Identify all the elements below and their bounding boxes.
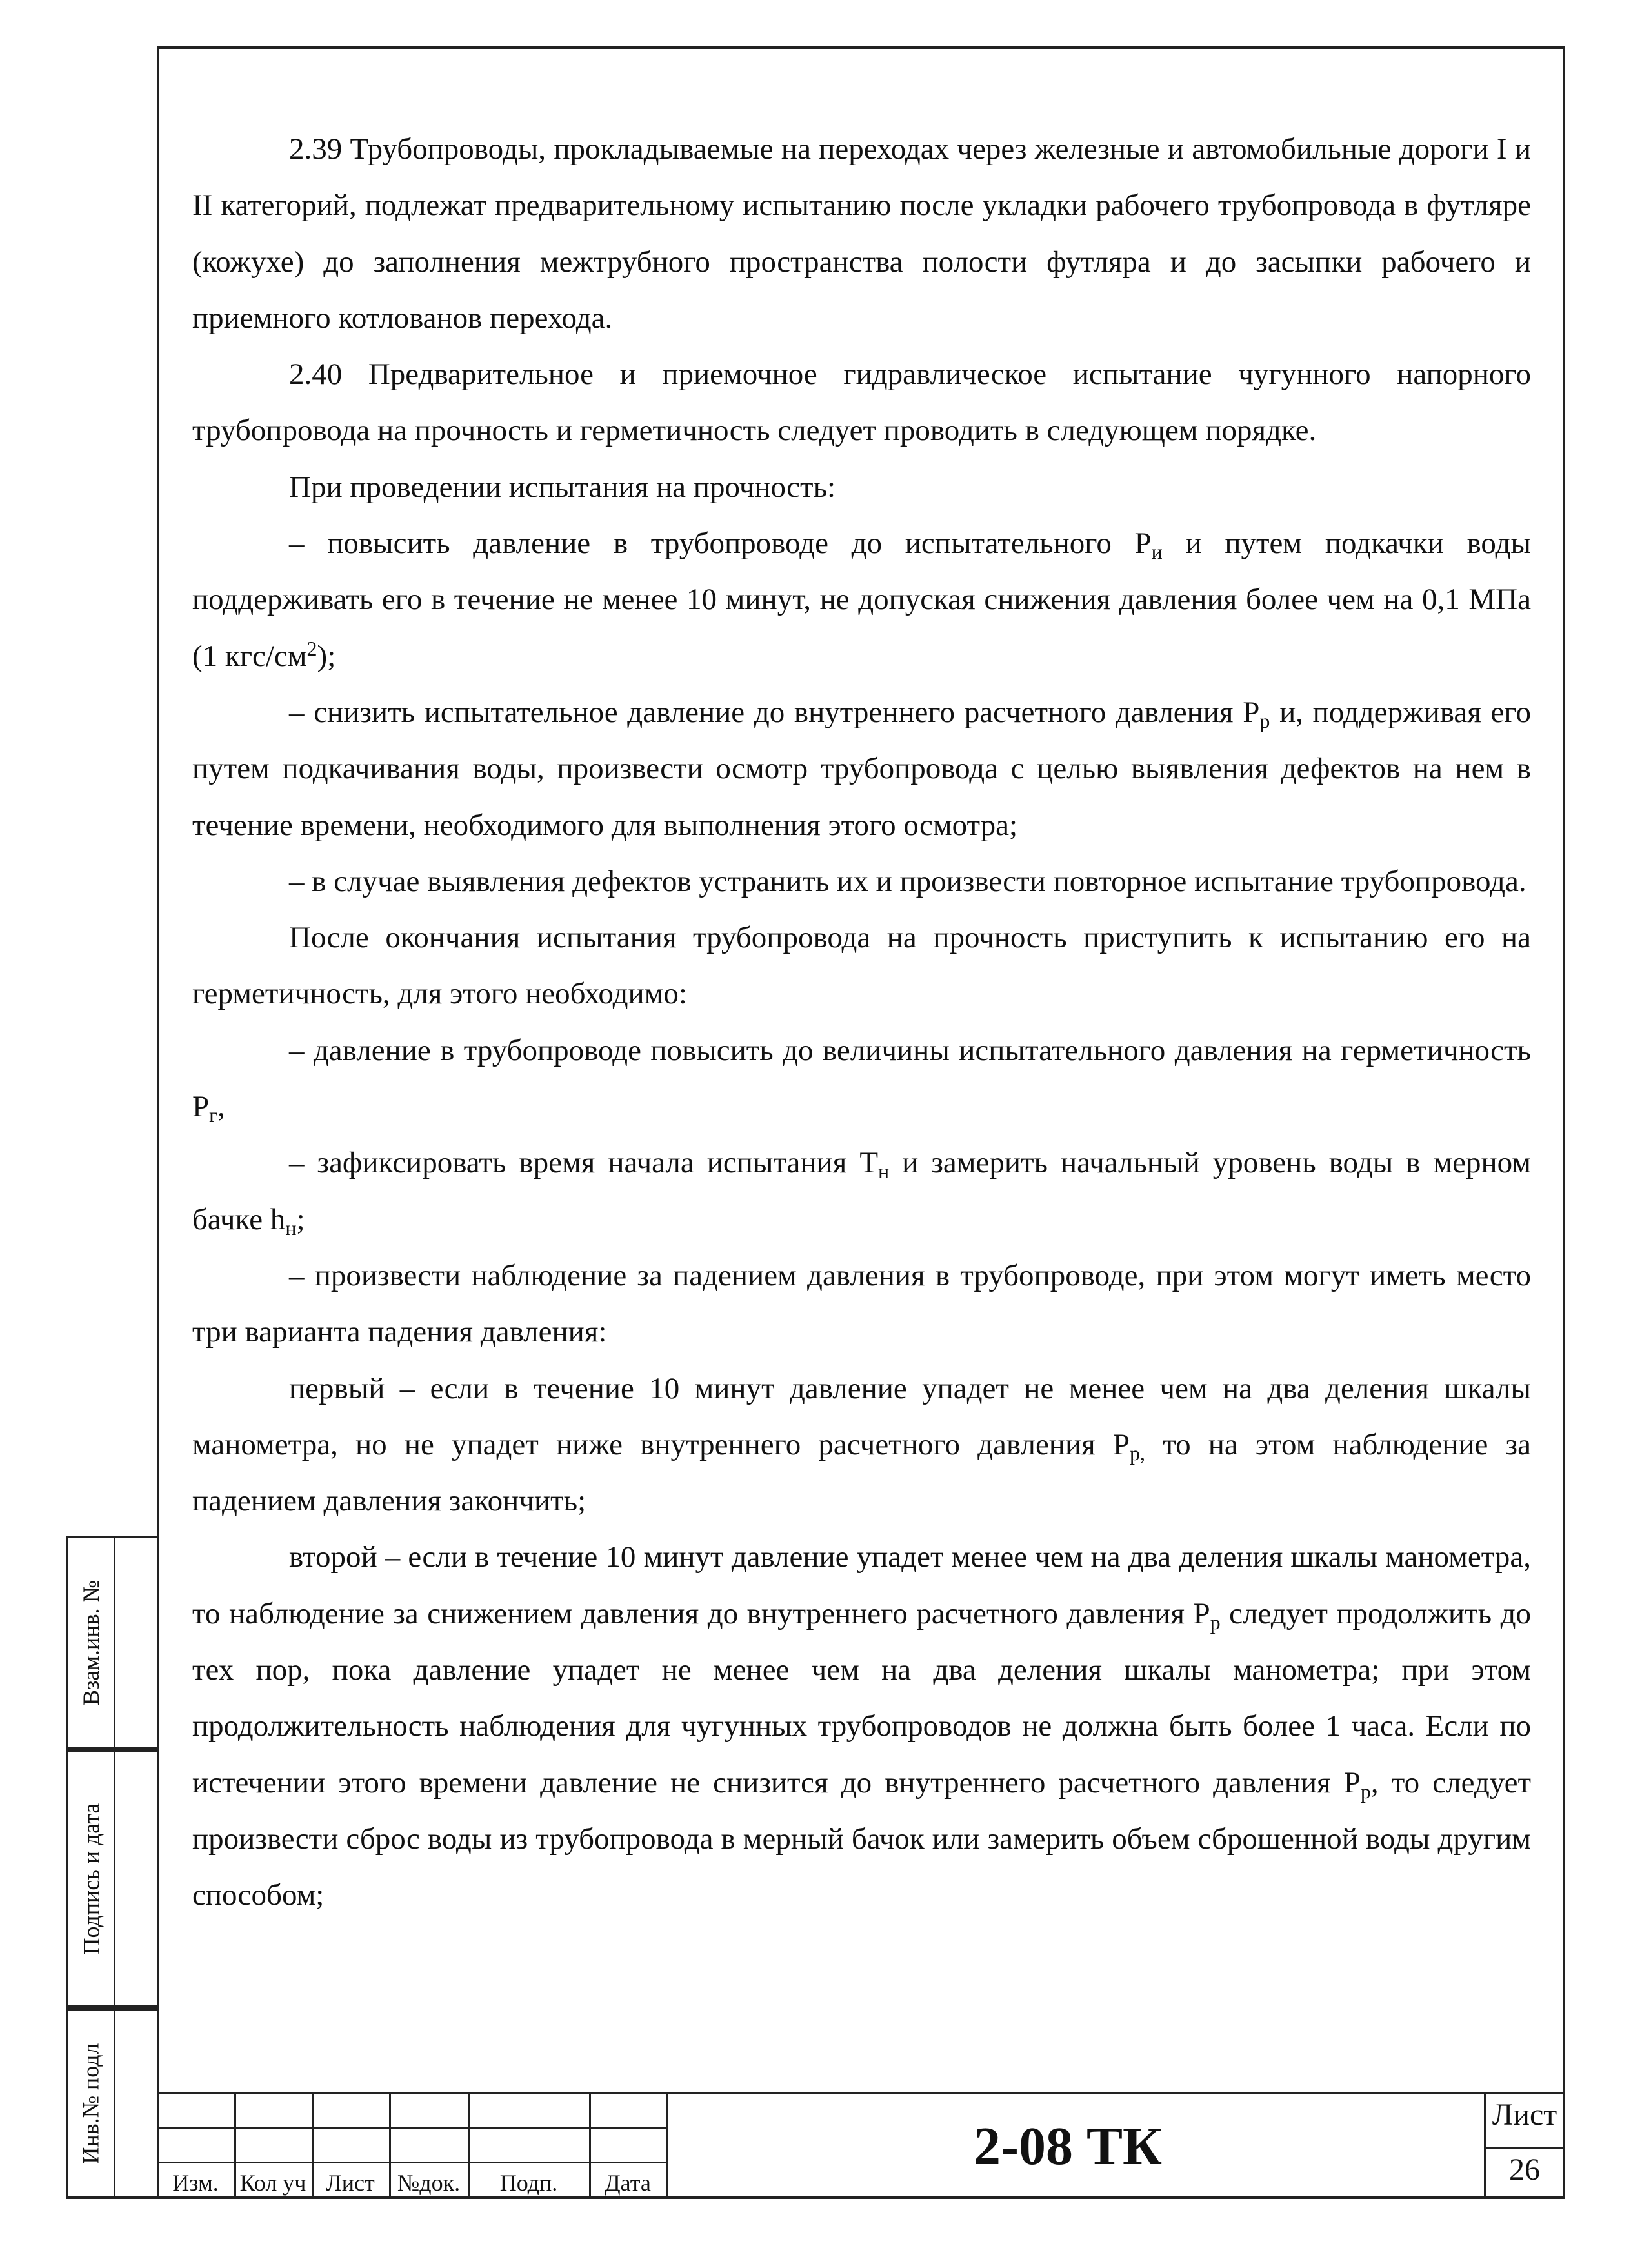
document-code: 2-08 ТК (974, 2116, 1162, 2176)
strength-test-intro: При проведении испытания на прочность: (289, 470, 836, 504)
tightness-step-2: – зафиксировать время начала испытания $Т_н$ и замерить начальный уровень воды в мерном бачке $h_н$; (192, 1146, 1531, 1239)
variant-second: второй – если в течение 10 минут давление упадет менее чем на два деления шкалы манометра, то наблюдение за снижением давления до внутреннего расчетного давления $Р_р$ следует продолжить до тех пор, пока давление упадет не менее чем на два деления шкалы манометра; при этом продолжительность наблюдения для чугунных трубопроводов не должна быть более 1 часа. Если по истечении этого времени давление не снизится до внутреннего расчетного давления $Р_р$, то следует произвести сброс воды из трубопровода в мерный бачок или замерить объем сброшенной воды другим способом; (192, 1540, 1532, 1912)
header-kol-uch: Кол уч (239, 2170, 306, 2196)
header-data: Дата (605, 2170, 651, 2196)
tightness-step-1: – давление в трубопроводе повысить до величины испытательного давления на герметичность $Р_г$, (192, 1033, 1531, 1127)
side-label-podpis: Подпись и дата (78, 1803, 105, 1955)
sheet-number: 26 (1509, 2153, 1540, 2187)
side-label-vzam: Взам.инв. № (78, 1580, 104, 1705)
variant-first: первый – если в течение 10 минут давление упадет не менее чем на два деления шкалы манометра, но не упадет ниже внутреннего расчетного давления $Р_{р,}$ то на этом наблюдение за падением давления закончить; (192, 1371, 1531, 1518)
header-izm: Изм. (172, 2170, 219, 2196)
side-stamp-replacement (66, 1536, 157, 1750)
side-stamp-signature (66, 1750, 157, 2008)
side-stamp-inventory (66, 2008, 157, 2199)
paragraph-2-39: 2.39 Трубопроводы, прокладываемые на переходах через железные и автомобильные дороги I и II категорий, подлежат предварительному испытанию после укладки рабочего трубопровода в футляре (кожухе) до заполнения межтрубного пространства полости футляра и до засыпки рабочего и приемного котлованов перехода. (192, 132, 1531, 335)
header-ndok: №док. (397, 2170, 461, 2196)
side-label-inv: Инв.№ подл (78, 2043, 104, 2164)
paragraph-2-40: 2.40 Предварительное и приемочное гидравлическое испытание чугунного напорного трубопровода на прочность и герметичность следует проводить в следующем порядке. (192, 357, 1531, 448)
strength-step-3: – в случае выявления дефектов устранить их и произвести повторное испытание трубопровода. (289, 864, 1526, 898)
strength-step-1: – повысить давление в трубопроводе до испытательного $Р_и$ и путем подкачки воды поддерживать его в течение не менее 10 минут, не допуская снижения давления более чем на 0,1 МПа (1 кгс/$см^2$); (192, 527, 1531, 673)
strength-step-2: – снизить испытательное давление до внутреннего расчетного давления $Р_р$ и, поддерживая его путем подкачивания воды, произвести осмотр трубопровода с целью выявления дефектов на нем в течение времени, необходимого для выполнения этого осмотра; (192, 695, 1531, 842)
document-body (192, 121, 1531, 1924)
header-podp: Подп. (499, 2170, 558, 2196)
sheet-label: Лист (1492, 2098, 1557, 2132)
header-list: Лист (326, 2170, 375, 2196)
tightness-test-intro: После окончания испытания трубопровода на прочность приступить к испытанию его на герметичность, для этого необходимо: (192, 921, 1531, 1011)
tightness-step-3: – произвести наблюдение за падением давления в трубопроводе, при этом могут иметь место три варианта падения давления: (192, 1258, 1531, 1349)
